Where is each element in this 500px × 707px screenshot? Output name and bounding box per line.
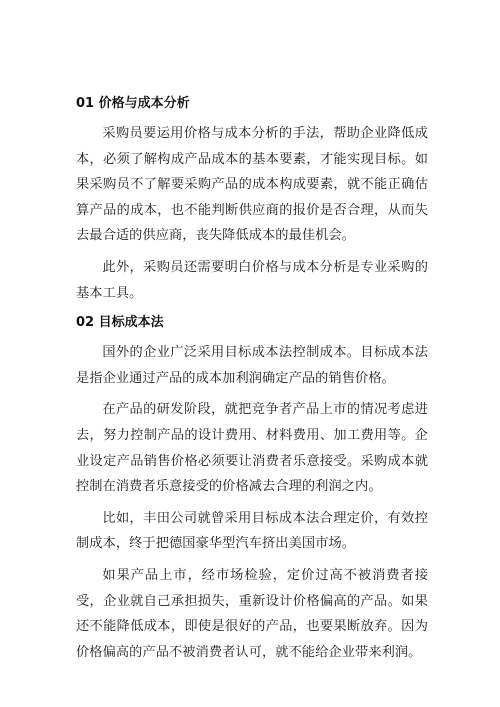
paragraph-target-costing-3: 比如，丰田公司就曾采用目标成本法合理定价，有效控制成本，终于把德国豪华型汽车挤出美国市场。 (76, 510, 428, 552)
paragraph-target-costing-2: 在产品的研发阶段，就把竞争者产品上市的情况考虑进去，努力控制产品的设计费用、材料费用、加工费用等。企业设定产品销售价格必须要让消费者乐意接受。采购成本就控制在消费者乐意接受的价格减去合理的利润之内。 (76, 402, 428, 495)
paragraph-price-cost-2: 此外，采购员还需要明白价格与成本分析是专业采购的基本工具。 (76, 259, 428, 301)
document-body (76, 92, 428, 665)
paragraph-target-costing-1: 国外的企业广泛采用目标成本法控制成本。目标成本法是指企业通过产品的成本加利润确定产品的销售价格。 (76, 345, 428, 386)
paragraph-price-cost-1: 采购员要运用价格与成本分析的手法，帮助企业降低成本，必须了解构成产品成本的基本要素，才能实现目标。如果采购员不了解要采购产品的成本构成要素，就不能正确估算产品的成本，也不能判断供应商的报价是否合理，从而失去最合适的供应商，丧失降低成本的最佳机会。 (76, 126, 428, 244)
section-heading-target-costing: 02 目标成本法 (76, 315, 164, 331)
section-heading-price-cost-analysis: 01 价格与成本分析 (76, 96, 190, 111)
paragraph-target-costing-4: 如果产品上市，经市场检验，定价过高不被消费者接受，企业就自己承担损失，重新设计价格偏高的产品。如果还不能降低成本，即使是很好的产品，也要果断放弃。因为价格偏高的产品不被消费者认可，就不能给企业带来利润。 (76, 567, 428, 660)
